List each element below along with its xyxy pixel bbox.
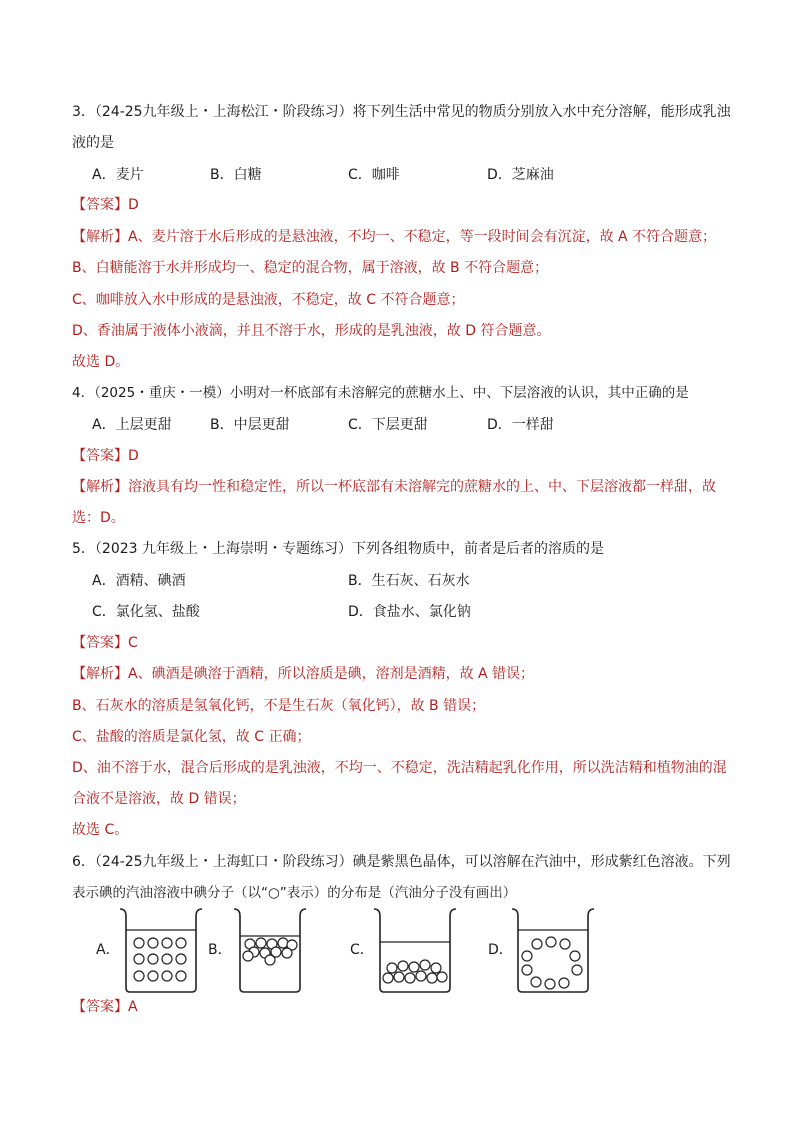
q3-stem-line2: 液的是	[72, 135, 114, 151]
q5-answer	[72, 633, 138, 653]
beaker-b-figure	[232, 906, 308, 994]
q3-analysis-line5: 故选 D。	[72, 354, 130, 370]
q5-analysis-line1	[72, 664, 534, 684]
q5-analysis-line3: C、盐酸的溶质是氯化氢，故 C 正确；	[72, 729, 311, 745]
q5-analysis-line5: 合液不是溶液，故 D 错误；	[72, 791, 246, 807]
answer-tag: 【答案】	[72, 999, 128, 1015]
q3-option-b: B．白糖	[210, 167, 262, 183]
answer-value: D	[128, 448, 139, 464]
answer-value: C	[128, 635, 138, 651]
answer-tag: 【答案】	[72, 197, 128, 213]
answer-value: D	[128, 197, 139, 213]
analysis-tag: 【解析】	[72, 666, 128, 682]
beaker-a-figure	[118, 906, 204, 994]
q5-analysis-line4: D、油不溶于水，混合后形成的是乳浊液，不均一、不稳定，洗洁精起乳化作用，所以洗洁精和植物油的混	[72, 760, 727, 776]
q6-option-c-label: C．	[350, 942, 374, 958]
q4-analysis-line2: 选：D。	[72, 510, 125, 526]
q5-option-a: A．酒精、碘酒	[92, 573, 186, 589]
q6-stem-line1: 6．（24-25九年级上・上海虹口・阶段练习）碘是紫黑色晶体，可以溶解在汽油中，形成紫红色溶液。下列	[72, 854, 731, 870]
q5-option-b: B．生石灰、石灰水	[348, 573, 470, 589]
q6-option-a-label: A．	[96, 942, 120, 958]
analysis-text: 溶液具有均一性和稳定性，所以一杯底部有未溶解完的蔗糖水的上、中、下层溶液都一样甜，故	[128, 479, 716, 495]
q5-option-c: C．氯化氢、盐酸	[92, 604, 200, 620]
answer-tag: 【答案】	[72, 635, 128, 651]
q5-analysis-line6: 故选 C。	[72, 822, 129, 838]
answer-value: A	[128, 999, 138, 1015]
analysis-tag: 【解析】	[72, 229, 128, 245]
analysis-text: A、碘酒是碘溶于酒精，所以溶质是碘，溶剂是酒精，故 A 错误；	[128, 666, 535, 682]
q4-analysis-line1	[72, 477, 716, 497]
q6-option-b-label: B．	[208, 942, 232, 958]
q3-analysis-line3: C、咖啡放入水中形成的是悬浊液，不稳定，故 C 不符合题意；	[72, 292, 465, 308]
q6-stem-line2: 表示碘的汽油溶液中碘分子（以“○”表示）的分布是（汽油分子没有画出）	[72, 885, 517, 901]
q3-stem-line1: 3．（24-25九年级上・上海松江・阶段练习）将下列生活中常见的物质分别放入水中充分溶解，能形成乳浊	[72, 104, 731, 120]
q3-option-d: D．芝麻油	[487, 167, 554, 183]
beaker-d-figure	[510, 906, 596, 994]
q3-answer	[72, 195, 139, 215]
q5-stem-line1: 5．（2023 九年级上・上海崇明・专题练习）下列各组物质中，前者是后者的溶质的是	[72, 541, 604, 557]
q6-option-d-label: D．	[488, 942, 513, 958]
analysis-tag: 【解析】	[72, 479, 128, 495]
beaker-c-figure	[372, 906, 458, 994]
q3-analysis-line4: D、香油属于液体小液滴，并且不溶于水，形成的是乳浊液，故 D 符合题意。	[72, 323, 551, 339]
q4-option-b: B．中层更甜	[210, 417, 290, 433]
q4-option-a: A．上层更甜	[92, 417, 172, 433]
q6-answer	[72, 997, 138, 1017]
q4-answer	[72, 446, 139, 466]
answer-tag: 【答案】	[72, 448, 128, 464]
q5-option-d: D．食盐水、氯化钠	[348, 604, 471, 620]
q3-option-a: A．麦片	[92, 167, 144, 183]
q5-analysis-line2: B、石灰水的溶质是氢氧化钙，不是生石灰（氧化钙），故 B 错误；	[72, 698, 486, 714]
q4-stem-line1: 4．（2025・重庆・一模）小明对一杯底部有未溶解完的蔗糖水上、中、下层溶液的认识，其中正确的是	[72, 385, 689, 401]
q3-analysis-line1	[72, 227, 716, 247]
q3-option-c: C．咖啡	[348, 167, 400, 183]
q4-option-c: C．下层更甜	[348, 417, 428, 433]
q4-option-d: D．一样甜	[487, 417, 554, 433]
analysis-text: A、麦片溶于水后形成的是悬浊液，不均一、不稳定，等一段时间会有沉淀，故 A 不符合题意；	[128, 229, 717, 245]
q3-analysis-line2: B、白糖能溶于水并形成均一、稳定的混合物，属于溶液，故 B 不符合题意；	[72, 260, 549, 276]
